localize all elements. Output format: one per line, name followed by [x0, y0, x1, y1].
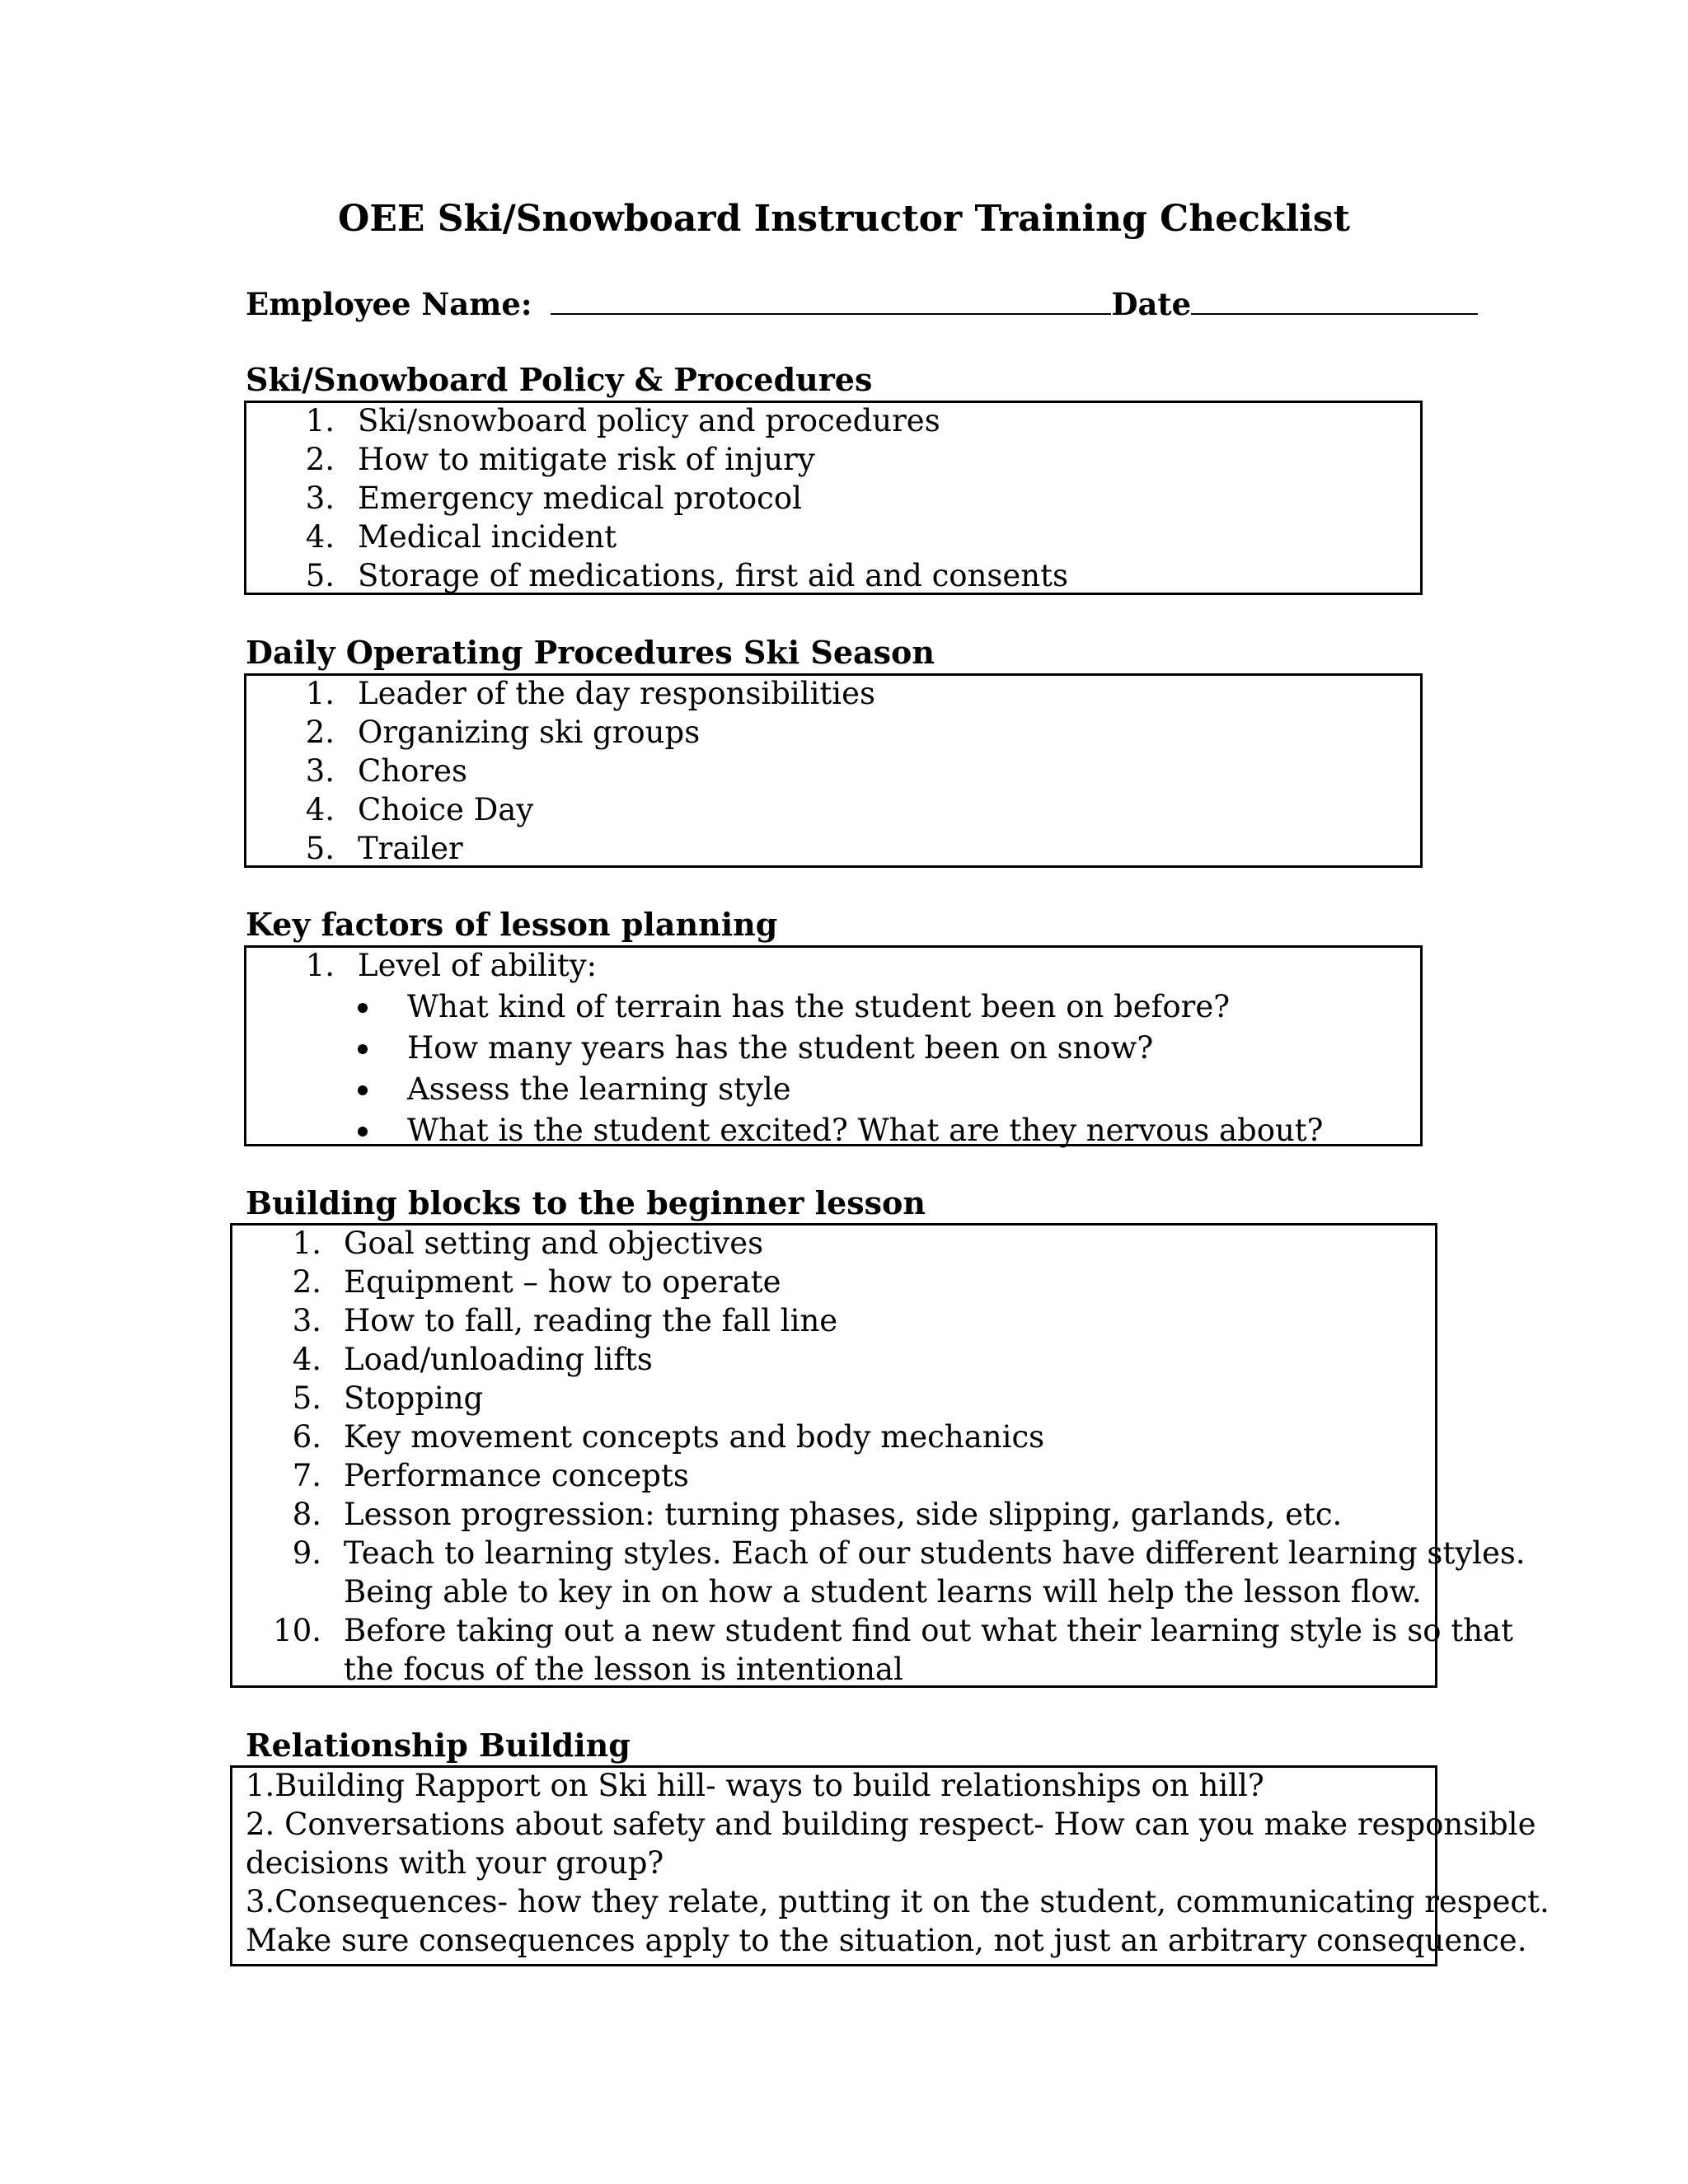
list-item: 3. Emergency medical protocol — [305, 480, 802, 516]
list-item: 3. How to fall, reading the fall line — [292, 1303, 838, 1338]
relationship-heading: Relationship Building — [246, 1727, 631, 1764]
list-item: 10. Before taking out a new student find out what their learning style is so that the focus of the lesson is intentional — [273, 1613, 1513, 1687]
list-item: 4. Choice Day — [305, 792, 534, 827]
daily-heading: Daily Operating Procedures Ski Season — [246, 634, 935, 671]
bullet-icon — [358, 1044, 368, 1054]
page-title: OEE Ski/Snowboard Instructor Training Checklist — [338, 198, 1350, 240]
date-label: Date — [1111, 286, 1192, 322]
list-item: Assess the learning style — [358, 1070, 1413, 1111]
policy-heading: Ski/Snowboard Policy & Procedures — [246, 361, 873, 398]
bullet-icon — [358, 1127, 368, 1137]
list-item: 8. Lesson progression: turning phases, side slipping, garlands, etc. — [292, 1497, 1343, 1532]
relationship-text — [246, 1766, 1550, 1960]
list-item: 5. Storage of medications, first aid and consents — [305, 558, 1068, 593]
list-item: What is the student excited? What are they nervous about? — [358, 1111, 1413, 1152]
relationship-line: decisions with your group? — [246, 1845, 664, 1881]
lesson-planning-heading: Key factors of lesson planning — [246, 906, 778, 943]
employee-name-label: Employee Name: — [246, 286, 532, 322]
bullet-icon — [358, 1003, 368, 1013]
list-item: 9. Teach to learning styles. Each of our students have different learning styles. Being able to key in on how a student learns will help the lesson flow. — [292, 1535, 1526, 1610]
list-item: 2. Equipment – how to operate — [292, 1264, 781, 1300]
building-blocks-heading: Building blocks to the beginner lesson — [246, 1184, 926, 1221]
list-item: 5. Trailer — [305, 831, 463, 866]
list-item: What kind of terrain has the student been on before? — [358, 987, 1413, 1029]
list-item: 1. Ski/snowboard policy and procedures — [305, 403, 940, 438]
list-item: 1. Leader of the day responsibilities — [305, 676, 876, 711]
list-item: 3. Chores — [305, 753, 467, 789]
relationship-line: 3.Consequences- how they relate, putting it on the student, communicating respect. — [246, 1884, 1550, 1919]
relationship-line: 2. Conversations about safety and building respect- How can you make responsible — [246, 1807, 1536, 1842]
building-blocks-list — [272, 1224, 1526, 1689]
list-item: 2. How to mitigate risk of injury — [305, 442, 815, 477]
lesson-planning-list — [285, 946, 1398, 985]
list-item: 1. Level of ability: — [305, 948, 598, 983]
list-item: How many years has the student been on snow? — [358, 1029, 1413, 1070]
relationship-line: Make sure consequences apply to the situation, not just an arbitrary consequence. — [246, 1923, 1527, 1958]
list-item: 6. Key movement concepts and body mechanics — [292, 1419, 1045, 1455]
list-item: 7. Performance concepts — [292, 1458, 689, 1493]
list-item: 2. Organizing ski groups — [305, 715, 701, 750]
employee-info-line — [246, 284, 1426, 324]
bullet-icon — [358, 1085, 368, 1095]
relationship-line: 1.Building Rapport on Ski hill- ways to build relationships on hill? — [246, 1768, 1264, 1803]
list-item: 1. Goal setting and objectives — [292, 1226, 764, 1261]
employee-name-blank[interactable] — [551, 285, 1111, 315]
policy-list — [285, 401, 1398, 595]
list-item: 5. Stopping — [292, 1380, 484, 1416]
date-blank[interactable] — [1191, 285, 1478, 315]
daily-list — [285, 674, 1398, 868]
list-item: 4. Medical incident — [305, 519, 617, 555]
list-item: 4. Load/unloading lifts — [292, 1342, 653, 1377]
lesson-planning-bullets — [358, 987, 1413, 1152]
